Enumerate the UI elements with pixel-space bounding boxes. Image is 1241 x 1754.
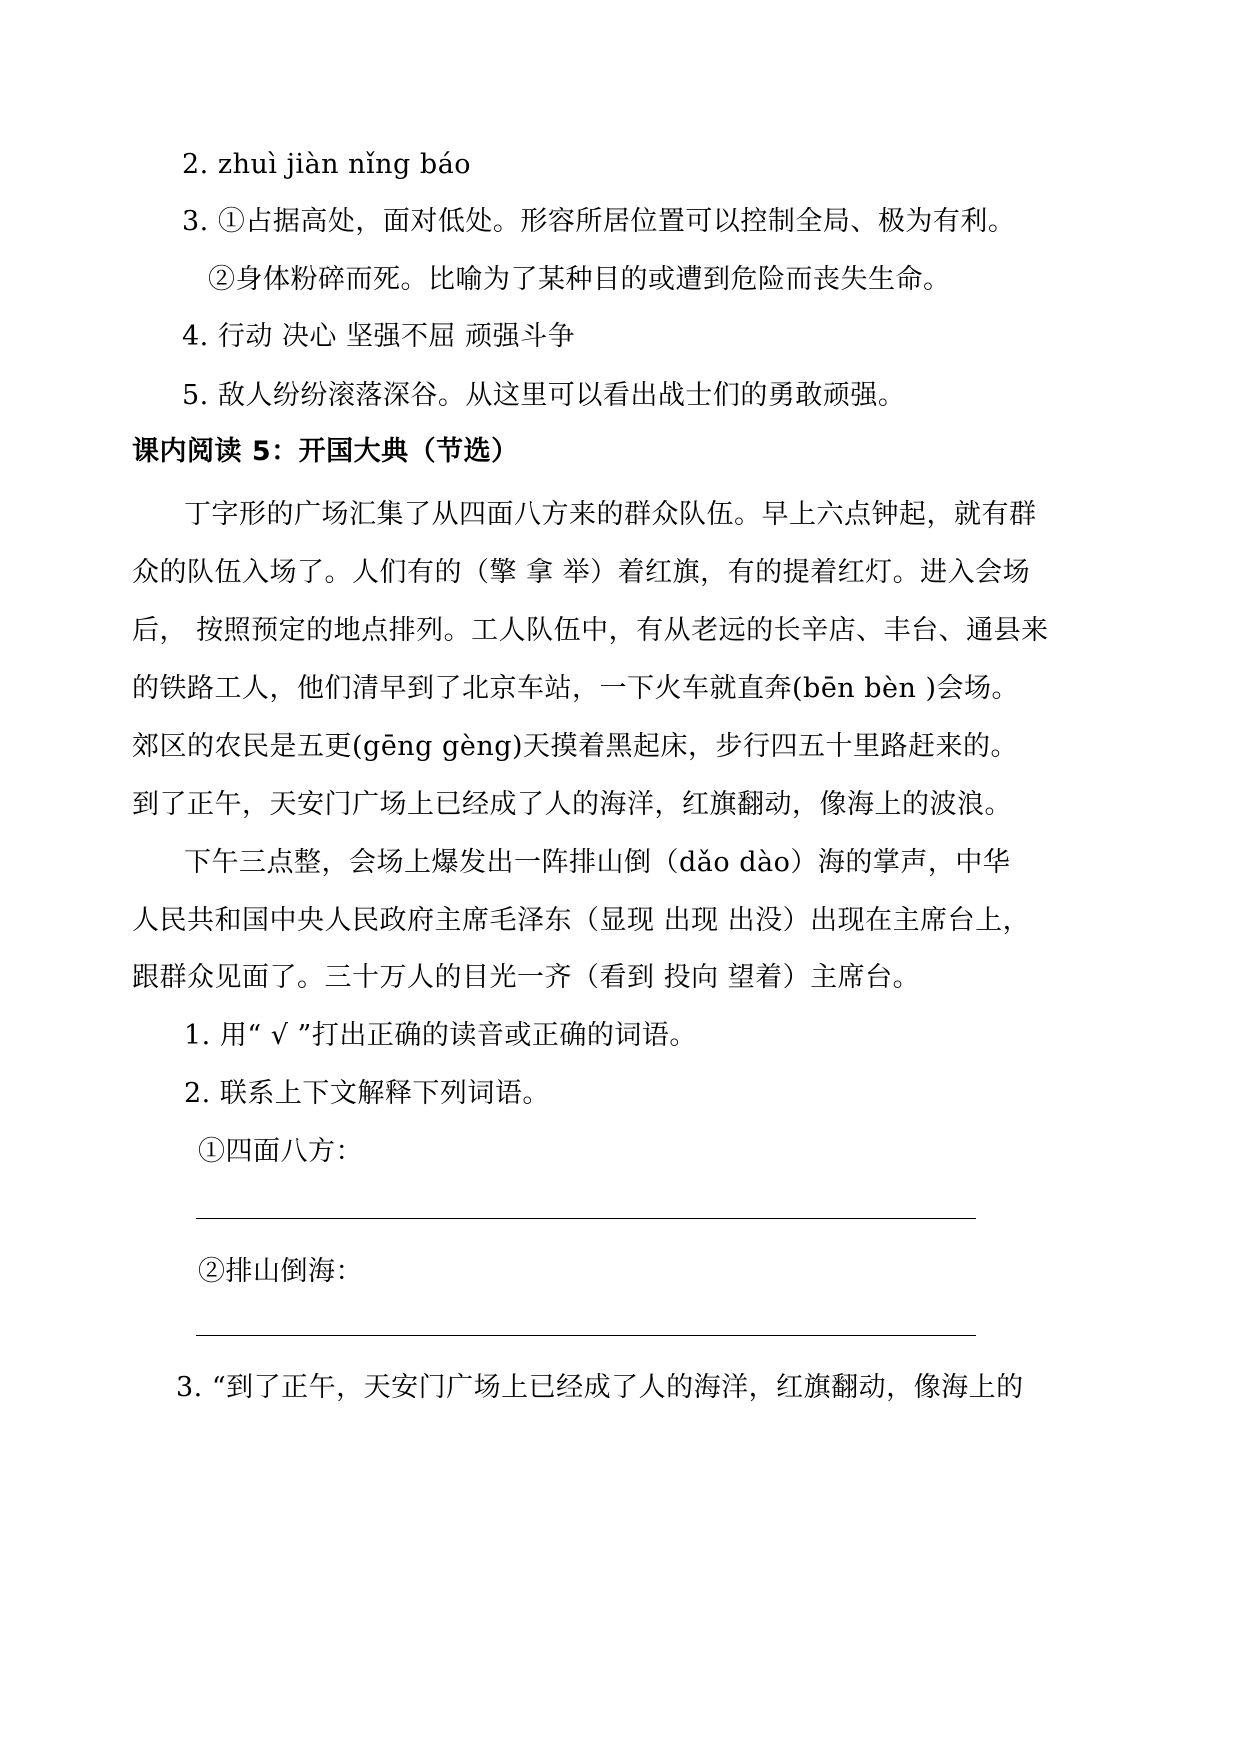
passage-line: 众的队伍入场了。人们有的（擎 拿 举）着红旗，有的提着红灯。进入会场 <box>132 557 1031 588</box>
answer-blank-line[interactable] <box>196 1335 976 1336</box>
passage-line: 到了正午，天安门广场上已经成了人的海洋，红旗翻动，像海上的波浪。 <box>132 789 1012 820</box>
answer-3-2: ②身体粉碎而死。比喻为了某种目的或遭到危险而丧失生命。 <box>208 264 951 295</box>
answer-4: 4. 行动 决心 坚强不屈 顽强斗争 <box>182 321 576 352</box>
passage-line: 后， 按照预定的地点排列。工人队伍中，有从老远的长辛店、丰台、通县来 <box>132 615 1049 646</box>
answer-blank-line[interactable] <box>196 1218 976 1219</box>
question-2: 2. 联系上下文解释下列词语。 <box>184 1078 550 1109</box>
passage-line: 跟群众见面了。三十万人的目光一齐（看到 投向 望着）主席台。 <box>132 962 921 993</box>
passage-line: 的铁路工人，他们清早到了北京车站，一下火车就直奔(bēn bèn )会场。 <box>132 673 1020 704</box>
question-3: 3. “到了正午，天安门广场上已经成了人的海洋，红旗翻动，像海上的 <box>176 1372 1024 1403</box>
question-2-item-b: ②排山倒海： <box>198 1256 363 1287</box>
answer-5: 5. 敌人纷纷滚落深谷。从这里可以看出战士们的勇敢顽强。 <box>182 380 906 411</box>
passage-line: 下午三点整，会场上爆发出一阵排山倒（dǎo dào）海的掌声，中华 <box>184 847 1011 878</box>
section-title: 课内阅读 5：开国大典（节选） <box>132 436 519 467</box>
passage-line: 人民共和国中央人民政府主席毛泽东（显现 出现 出没）出现在主席台上， <box>132 905 1031 936</box>
passage-line: 丁字形的广场汇集了从四面八方来的群众队伍。早上六点钟起，就有群 <box>184 499 1037 530</box>
passage-line: 郊区的农民是五更(gēng gèng)天摸着黑起床，步行四五十里路赶来的。 <box>132 731 1019 762</box>
answer-2-pinyin: 2. zhuì jiàn nǐng báo <box>182 149 472 180</box>
question-1: 1. 用“ √ ”打出正确的读音或正确的词语。 <box>184 1020 697 1051</box>
answer-3-1: 3. ①占据高处，面对低处。形容所居位置可以控制全局、极为有利。 <box>182 206 1016 237</box>
question-2-item-a: ①四面八方： <box>198 1136 363 1167</box>
